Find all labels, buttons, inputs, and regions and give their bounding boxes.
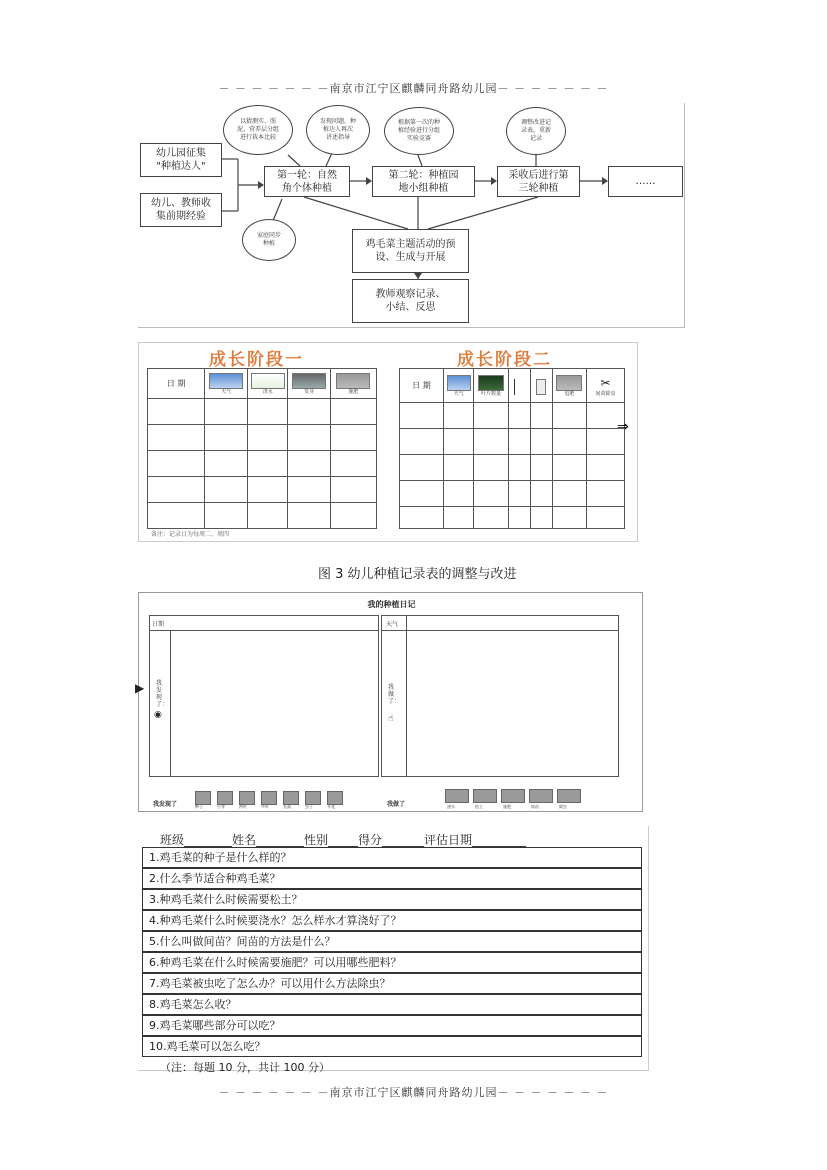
eye-icon: ◉	[154, 710, 162, 720]
stage2-title: 成长阶段二	[457, 350, 552, 370]
stage1-col-fertilize: 施肥	[348, 389, 359, 395]
question-1: 1.鸡毛菜的种子是什么样的？	[142, 847, 642, 868]
arrow-right-icon: ⇒	[617, 419, 629, 435]
evaluation-note: （注：每题 10 分，共计 100 分）	[160, 1061, 330, 1074]
stage2-col-thin-pest: 间苗除虫	[595, 391, 616, 397]
page-header: － － － － － － －南京市江宁区麒麟同舟路幼儿园－ － － － － － －	[218, 82, 609, 95]
question-4: 4.种鸡毛菜什么时候要浇水？怎么样水才算浇好了？	[142, 910, 642, 931]
diary-left-panel	[149, 615, 379, 777]
diary-date-label: 日期	[152, 621, 165, 628]
flow-box-round-2: 第二轮：种植园 地小组种植	[372, 166, 475, 197]
icon-label: 间苗	[531, 804, 539, 809]
stage1-title: 成长阶段一	[209, 350, 304, 370]
flowchart	[138, 103, 685, 328]
arrow-right-icon: ▶	[135, 681, 145, 695]
stage1-col-weather: 天气	[221, 389, 232, 395]
weather-icon	[209, 373, 243, 389]
stage2-col-weather: 天气	[453, 391, 464, 397]
diary-weather-label: 天气	[386, 621, 399, 628]
thermometer-icon	[536, 379, 546, 395]
evaluation-meta: 班级________姓名________性别_____得分_______评估日期_________	[160, 833, 527, 847]
flow-box-round-3: 采收后进行第 三轮种植	[497, 166, 580, 197]
flow-bubble-3: 根据第一次的种 植经验进行分组 实验竞赛	[384, 107, 454, 155]
weather-icon	[447, 375, 471, 391]
growth-record-tables	[138, 342, 638, 542]
hand-icon: ☝	[388, 714, 394, 724]
height-ruler-icon	[514, 379, 524, 395]
fertilizer-icon	[336, 373, 370, 389]
icon-label: 施肥	[503, 804, 511, 809]
icon-label: 小芽	[217, 804, 225, 809]
stage1-col-sprout: 发芽	[304, 389, 315, 395]
icon-label: 虫子	[305, 804, 313, 809]
stage1-date-header: 日 期	[148, 369, 205, 399]
question-7: 7.鸡毛菜被虫吃了怎么办？可以用什么方法除虫？	[142, 973, 642, 994]
scissors-icon: ✂	[594, 375, 618, 391]
sprout-icon	[292, 373, 326, 389]
diary-title: 我的种植日记	[367, 600, 416, 609]
flow-box-more: ……	[608, 166, 683, 197]
planting-diary	[135, 592, 643, 812]
figure-caption: 图 3 幼儿种植记录表的调整与改进	[318, 567, 517, 582]
icon-label: 松土	[475, 804, 483, 809]
icon-label: 长高	[283, 804, 291, 809]
icon-label: 两叶	[239, 804, 247, 809]
flow-box-observation: 教师观察记录、 小结、反思	[352, 279, 469, 323]
flow-bubble-5: 家庭同步 种植	[242, 219, 296, 261]
icon-label: 开花	[327, 804, 335, 809]
stage1-table	[147, 368, 377, 529]
stage2-col-fertilize: 追肥	[564, 391, 575, 397]
flow-box-round-1: 第一轮：自然 角个体种植	[264, 166, 350, 197]
question-8: 8.鸡毛菜怎么收？	[142, 994, 642, 1015]
diary-right-panel	[381, 615, 619, 777]
stage2-col-leaves: 叶片数量	[481, 391, 502, 397]
icon-label: 除虫	[559, 804, 567, 809]
leaf-icon	[478, 375, 504, 391]
flow-bubble-2: 发现问题，种 植达人再次 讲述指导	[306, 105, 370, 155]
question-6: 6.种鸡毛菜在什么时候需要施肥？可以用哪些肥料？	[142, 952, 642, 973]
diary-right-side-label: 我做了：	[388, 684, 401, 705]
question-10: 10.鸡毛菜可以怎么吃？	[142, 1036, 642, 1057]
icon-label: 种子	[195, 804, 203, 809]
diary-left-bottom-label: 我发现了	[153, 801, 178, 808]
flow-box-theme-activity: 鸡毛菜主题活动的预 设、生成与开展	[352, 229, 469, 273]
flow-box-collect-experts: 幼儿园征集 "种植达人"	[140, 143, 222, 177]
flow-bubble-4: 调整改进记 录表，重新 记录	[506, 107, 566, 155]
icon-label: 多叶	[261, 804, 269, 809]
fertilizer-icon	[556, 375, 582, 391]
watering-icon	[251, 373, 285, 389]
question-3: 3.种鸡毛菜什么时候需要松土？	[142, 889, 642, 910]
icon-label: 浇水	[447, 804, 455, 809]
stage2-table	[399, 368, 625, 529]
flow-bubble-1: 以猜测实、照 泥、营养层分组 进行栽本比较	[223, 105, 293, 155]
question-9: 9.鸡毛菜哪些部分可以吃？	[142, 1015, 642, 1036]
flow-box-collect-experience: 幼儿、教师收 集前期经验	[140, 193, 222, 227]
stage2-date-header: 日 期	[400, 369, 444, 403]
stage1-col-water: 浇水	[262, 389, 273, 395]
diary-right-bottom-label: 我做了	[387, 801, 406, 808]
stage1-note: 备注：记录日为每周二、周四	[151, 531, 230, 538]
question-5: 5.什么叫做间苗？间苗的方法是什么？	[142, 931, 642, 952]
diary-left-side-label: 我发现了：	[156, 680, 169, 708]
question-2: 2.什么季节适合种鸡毛菜？	[142, 868, 642, 889]
page-footer: － － － － － － －南京市江宁区麒麟同舟路幼儿园－ － － － － － －	[218, 1086, 609, 1099]
